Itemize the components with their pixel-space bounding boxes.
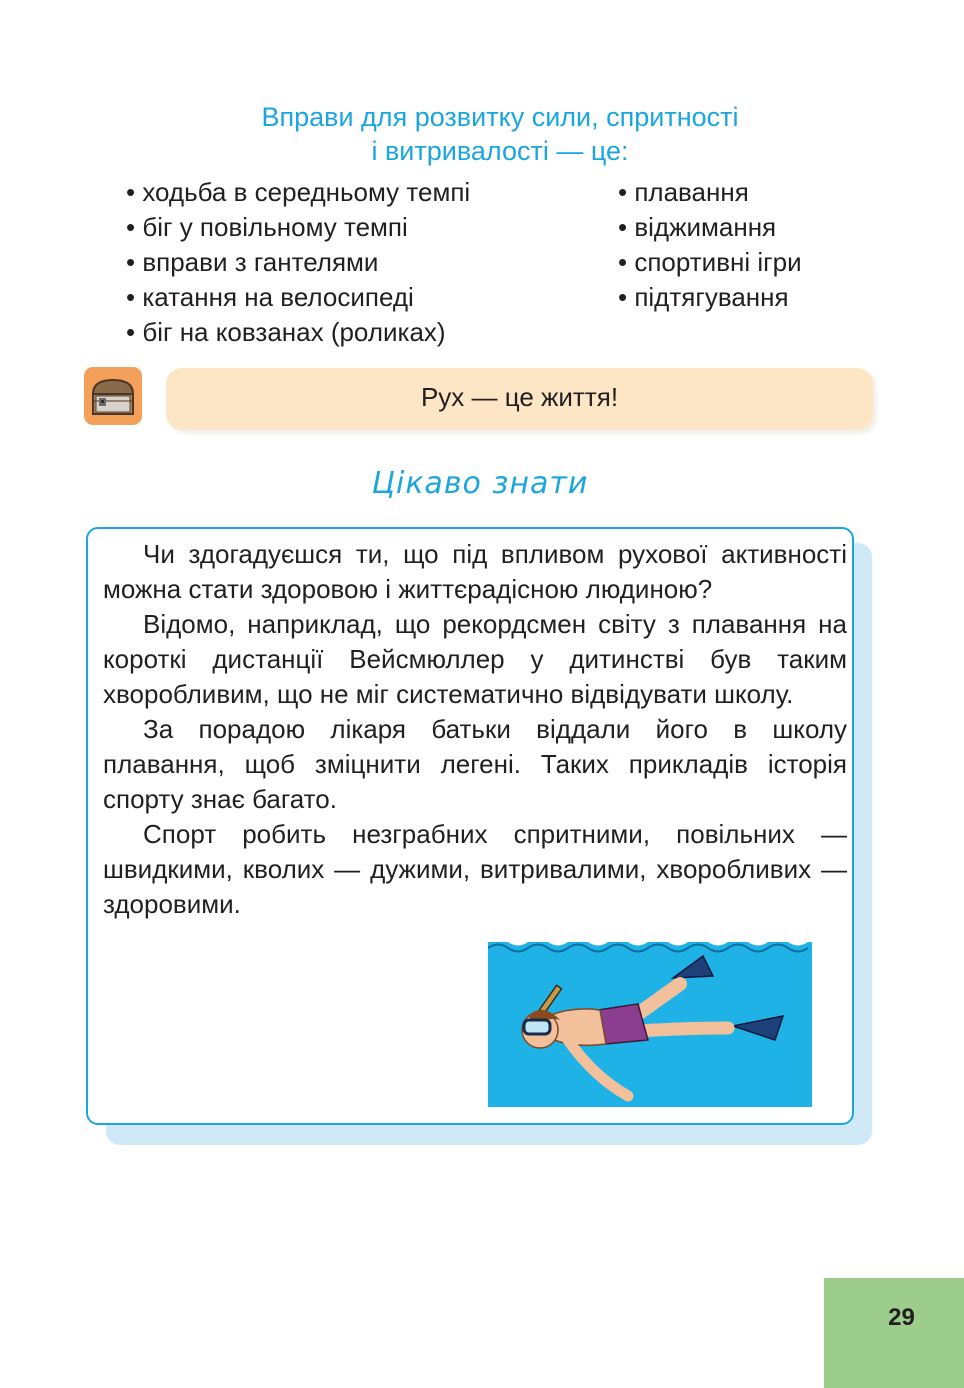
card-paragraph: Чи здогадуєшся ти, що під впливом рухової активності можна стати здоровою і життєрадісною людиною? [103, 539, 847, 604]
swimmer-illustration [488, 936, 812, 1107]
page-number: 29 [888, 1304, 915, 1331]
list-item: • вправи з гантелями [126, 245, 470, 280]
heading-line-1: Вправи для розвитку сили, спритності [261, 102, 739, 132]
list-item: • підтягування [618, 280, 802, 315]
motto-text: Рух — це життя! [420, 382, 619, 412]
list-item: • біг у повільному темпі [126, 210, 470, 245]
card-paragraph: За порадою лікаря батьки віддали його в школу плавання, щоб зміцнити легені. Таких прикладів історія спорту знає багато. [103, 714, 847, 814]
info-card-text [103, 537, 847, 922]
list-item: • біг на ковзанах (роликах) [126, 315, 470, 350]
heading-line-2: і витривалості — це: [371, 136, 629, 166]
exercise-list-right [618, 175, 802, 315]
card-paragraph: Відомо, наприклад, що рекордсмен світу з плавання на короткі дистанції Вейсмюллер у дитинстві був таким хворобливим, що не міг систематично відвідувати школу. [103, 609, 847, 709]
treasure-chest-icon [84, 367, 142, 425]
exercise-heading [0, 100, 964, 168]
page-number-tab [824, 1278, 964, 1388]
list-item: • спортивні ігри [618, 245, 802, 280]
motto-banner [166, 368, 873, 430]
card-paragraph: Спорт робить незграбних спритними, повільних — швидкими, кволих — дужими, витривалими, хворобливих — здоровими. [103, 819, 847, 919]
list-item: • віджимання [618, 210, 802, 245]
exercise-list-left [126, 175, 470, 350]
list-item: • катання на велосипеді [126, 280, 470, 315]
list-item: • ходьба в середньому темпі [126, 175, 470, 210]
section-title: Цікаво знати [371, 466, 589, 501]
list-item: • плавання [618, 175, 802, 210]
